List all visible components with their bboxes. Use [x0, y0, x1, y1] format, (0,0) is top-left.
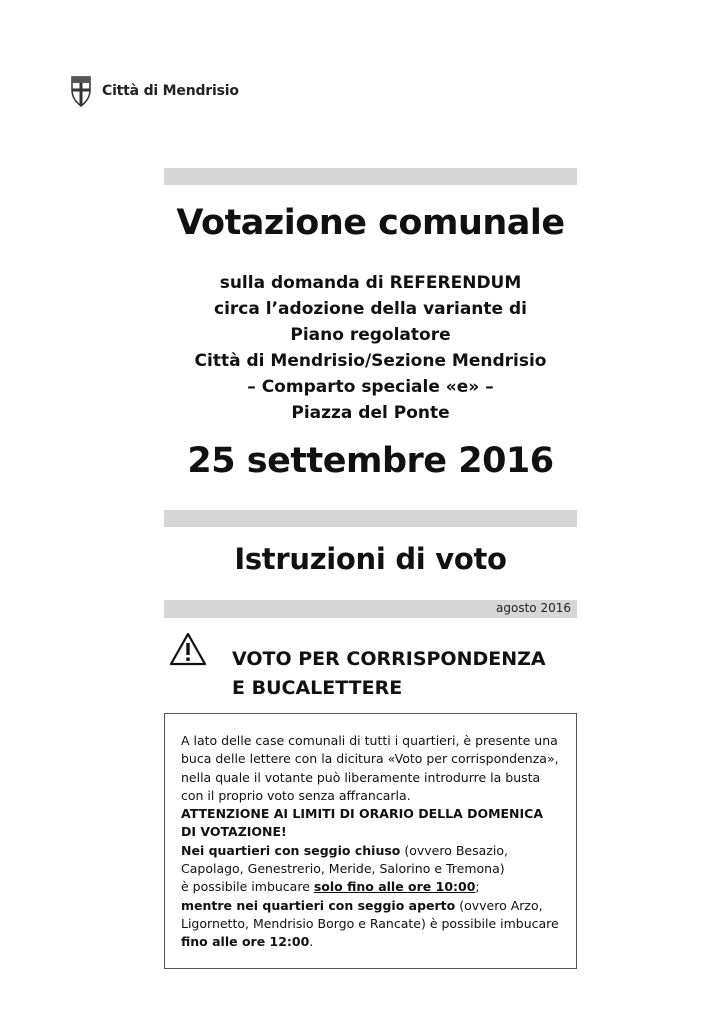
header-logo [70, 74, 239, 108]
vote-date: 25 settembre 2016 [187, 441, 554, 481]
closed-polls-label: Nei quartieri con seggio chiuso [181, 842, 401, 858]
divider-bar-top [164, 168, 577, 185]
closed-polls-list: (ovvero Besazio, Capolago, Genestrerio, Meride, Salorino e Tremona) [181, 842, 508, 877]
subtitle-line: Piazza del Ponte [291, 403, 450, 423]
closed-time-limit: solo fino alle ore 10:00 [313, 879, 476, 895]
open-polls-label: mentre nei quartieri con seggio aperto [181, 897, 456, 913]
open-time-limit: fino alle ore 12:00 [181, 934, 310, 950]
closed-time-pre: è possibile imbucare [181, 879, 314, 895]
subtitle-line: – Comparto speciale «e» – [247, 377, 494, 397]
subtitle-line: sulla domanda di REFERENDUM [219, 273, 522, 293]
warning-heading [232, 645, 546, 703]
info-closed-polls [181, 842, 562, 879]
warning-icon [169, 632, 207, 666]
open-time-end: . [309, 934, 314, 950]
info-intro: A lato delle case comunali di tutti i quartieri, è presente una buca delle lettere con la dicitura «Voto per corrispondenza», nella quale il votante può liberamente introdurre la busta con il proprio voto senza affrancarla. [181, 733, 559, 803]
closed-time-end: ; [475, 879, 480, 895]
subtitle-line: Città di Mendrisio/Sezione Mendrisio [194, 351, 547, 371]
info-open-polls [181, 897, 562, 952]
warning-heading-line: E BUCALETTERE [232, 677, 403, 699]
info-attention: ATTENZIONE AI LIMITI DI ORARIO DELLA DOMENICA DI VOTAZIONE! [181, 806, 544, 840]
info-closed-time [181, 878, 562, 896]
city-crest-icon [70, 74, 92, 108]
section-title: Istruzioni di voto [234, 542, 507, 576]
date-bar [164, 600, 577, 618]
open-polls-list: (ovvero Arzo, Ligornetto, Mendrisio Borgo e Rancate) è possibile imbucare [181, 897, 559, 931]
document-subtitle [164, 270, 577, 426]
info-box [164, 713, 577, 969]
subtitle-line: circa l’adozione della variante di [214, 299, 527, 319]
document-title: Votazione comunale [176, 203, 565, 243]
divider-bar-middle [164, 510, 577, 527]
subtitle-line: Piano regolatore [290, 325, 451, 345]
city-name: Città di Mendrisio [102, 83, 239, 99]
issue-date: agosto 2016 [496, 601, 571, 615]
warning-heading-line: VOTO PER CORRISPONDENZA [232, 648, 546, 670]
